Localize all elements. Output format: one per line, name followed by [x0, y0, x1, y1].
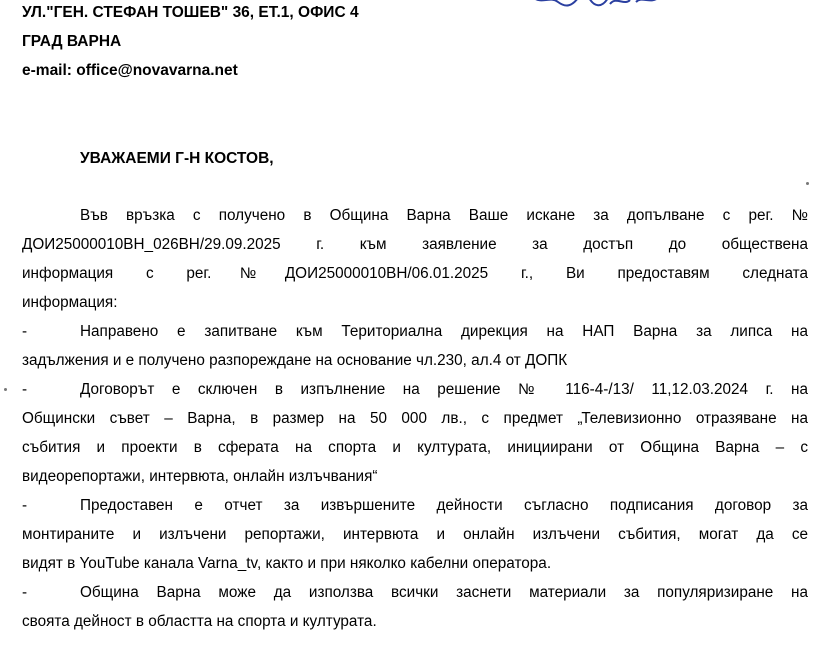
bullet-text: събития и проекти в сферата на спорта и културата, инициирани от Община Варна – с: [22, 439, 808, 456]
header-address: УЛ."ГЕН. СТЕФАН ТОШЕВ" 36, ЕТ.1, ОФИС 4: [22, 4, 359, 21]
bullet-text: Община Варна може да използва всички заснети материали за популяризиране на: [80, 584, 808, 601]
intro-line: информация:: [22, 294, 118, 311]
bullet-text: видят в YouTube канала Varna_tv, както и при няколко кабелни оператора.: [22, 555, 552, 572]
bullet-text: Предоставен е отчет за извършените дейности съгласно подписания договор за: [80, 497, 808, 514]
letter-body: [22, 201, 808, 636]
scan-speck: [806, 182, 809, 185]
bullet-dash: -: [22, 381, 28, 398]
scan-speck: [4, 388, 7, 391]
bullet-text: задължения и е получено разпореждане на основание чл.230, ал.4 от ДОПК: [22, 352, 568, 369]
bullet-item: [22, 375, 808, 491]
bullet-dash: -: [22, 323, 28, 340]
bullet-item: [22, 491, 808, 578]
salutation: УВАЖАЕМИ Г-Н КОСТОВ,: [80, 150, 274, 167]
header-email: e-mail: office@novavarna.net: [22, 62, 238, 79]
intro-line: ДОИ25000010ВН_026ВН/29.09.2025 г. към заявление за достъп до обществена: [22, 236, 808, 253]
bullet-text: монтираните и излъчени репортажи, интервюта и онлайн излъчени събития, могат да се: [22, 526, 808, 543]
intro-line: информация с рег.№ДОИ25000010ВН/06.01.2025 г., Ви предоставям следната: [22, 265, 808, 282]
bullet-text: своята дейност в областта на спорта и културата.: [22, 613, 377, 630]
bullet-dash: -: [22, 497, 28, 514]
bullet-text: видеорепортажи, интервюта, онлайн излъчвания“: [22, 468, 378, 485]
handwritten-signature-fragment: [528, 0, 668, 20]
bullet-item: [22, 317, 808, 375]
intro-line: Във връзка с получено в Община Варна Ваше искане за допълване с рег. №: [80, 207, 808, 224]
intro-paragraph: [22, 201, 808, 317]
bullet-dash: -: [22, 584, 28, 601]
bullet-item: [22, 578, 808, 636]
bullet-text: Общински съвет – Варна, в размер на 50 000 лв., с предмет „Телевизионно отразяване на: [22, 410, 808, 427]
bullet-text: Договорът е сключен в изпълнение на решение № 116-4-/13/ 11,12.03.2024 г. на: [80, 381, 808, 398]
header-city: ГРАД ВАРНА: [22, 33, 122, 50]
bullet-text: Направено е запитване към Териториална дирекция на НАП Варна за липса на: [80, 323, 808, 340]
